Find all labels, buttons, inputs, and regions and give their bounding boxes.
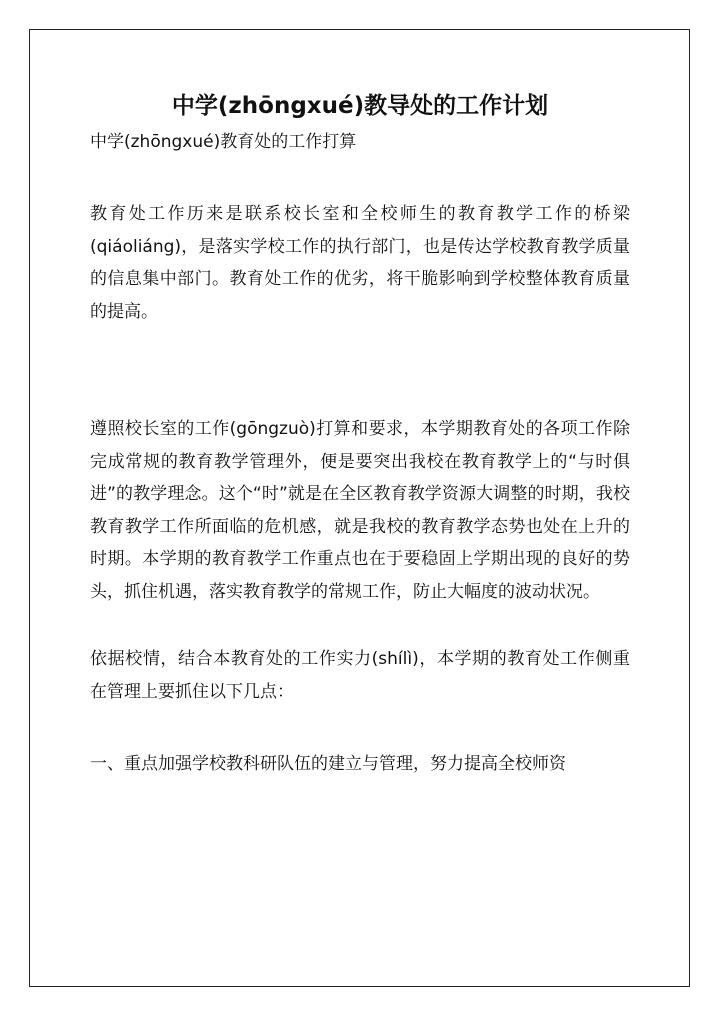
paragraph-2: 遵照校长室的工作(gōngzuò)打算和要求，本学期教育处的各项工作除完成常规的教育教学管理外，便是要突出我校在教育教学上的“与时俱进”的教学理念。这个“时”就是在全区教育教学资源大调整的时期，我校教育教学工作所面临的危机感，就是我校的教育教学态势也处在上升的时期。本学期的教育教学工作重点也在于要稳固上学期出现的良好的势头，抓住机遇，落实教育教学的常规工作，防止大幅度的波动状况。 [90, 419, 630, 602]
paragraph-4: 一、重点加强学校教科研队伍的建立与管理，努力提高全校师资 [90, 754, 566, 774]
paragraph-3: 依据校情，结合本教育处的工作实力(shílì)，本学期的教育处工作侧重在管理上要抓住以下几点： [90, 649, 630, 702]
spacer [90, 608, 630, 643]
spacer [90, 328, 630, 413]
document-title: 中学(zhōngxué)教导处的工作计划 [171, 93, 549, 119]
document-body [90, 88, 630, 781]
document-subtitle: 中学(zhōngxué)教育处的工作打算 [90, 132, 357, 152]
spacer [90, 708, 630, 748]
spacer [90, 158, 630, 198]
paragraph-1: 教育处工作历来是联系校长室和全校师生的教育教学工作的桥梁(qiáoliáng)，是落实学校工作的执行部门，也是传达学校教育教学质量的信息集中部门。教育处工作的优劣，将干脆影响到学校整体教育质量的提高。 [90, 204, 630, 322]
